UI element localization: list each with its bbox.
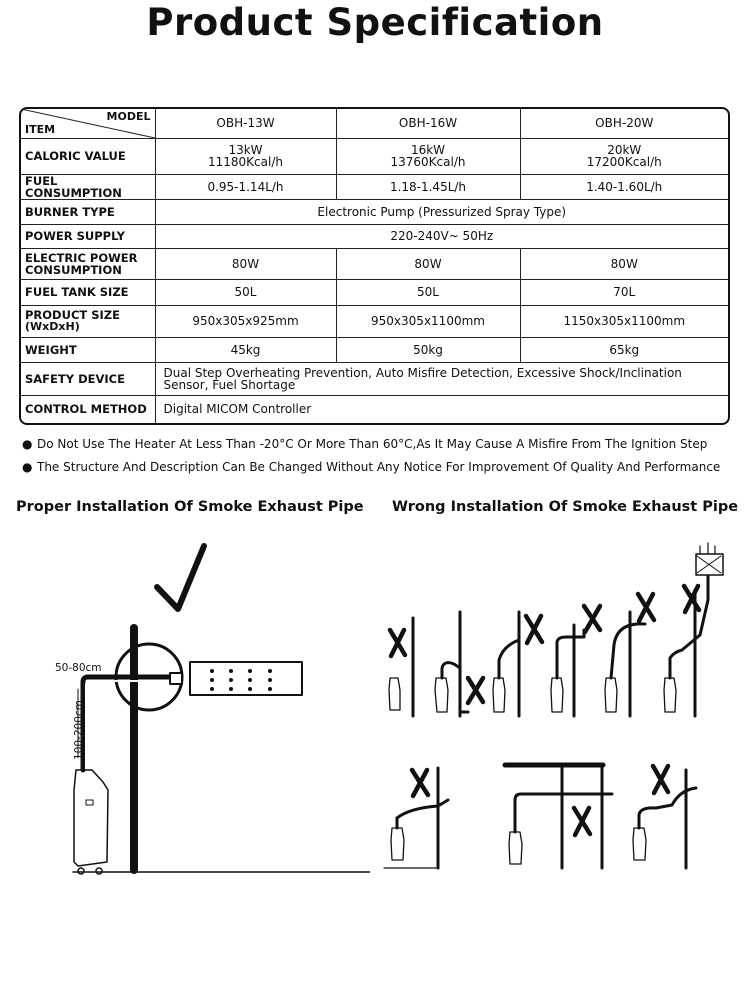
wrong-installation-title: Wrong Installation Of Smoke Exhaust Pipe — [392, 499, 739, 515]
spec-table — [19, 107, 730, 425]
proper-installation-diagram — [0, 530, 370, 880]
pipe-cap — [190, 662, 302, 695]
label-line: (WxDxH) — [25, 320, 80, 333]
wrong-installation-diagram — [370, 530, 750, 880]
row-label: FUEL TANK SIZE — [21, 279, 155, 305]
model-header: MODEL — [106, 110, 151, 123]
exhaust-pipe — [83, 677, 172, 770]
table-row — [21, 279, 728, 305]
model-name: OBH-13W — [155, 109, 336, 138]
table-cell — [336, 138, 520, 174]
table-row — [21, 305, 728, 337]
table-row — [21, 395, 728, 423]
row-label — [21, 248, 155, 279]
table-cell: 1.40-1.60L/h — [520, 174, 728, 199]
table-cell: 65kg — [520, 337, 728, 362]
table-row — [21, 248, 728, 279]
table-cell: 80W — [155, 248, 336, 279]
bullet-icon: ● — [22, 460, 33, 474]
table-row — [21, 337, 728, 362]
check-mark-icon — [157, 546, 204, 609]
table-cell: Electronic Pump (Pressurized Spray Type) — [155, 199, 728, 224]
bullet-icon: ● — [22, 437, 33, 451]
table-cell: 80W — [520, 248, 728, 279]
label-line: CONSUMPTION — [25, 262, 122, 277]
row-label: CONTROL METHOD — [21, 395, 155, 423]
vertical-dimension-label: 100-200cm — [73, 700, 85, 760]
cell-line: 20kW — [607, 143, 642, 157]
table-cell: 950x305x1100mm — [336, 305, 520, 337]
table-cell: 0.95-1.14L/h — [155, 174, 336, 199]
row-label: CALORIC VALUE — [21, 138, 155, 174]
table-cell: 50L — [336, 279, 520, 305]
note-text: Do Not Use The Heater At Less Than -20°C Or More Than 60°C,As It May Cause A Misfire From The Ignition Step — [37, 437, 708, 451]
note-text: The Structure And Description Can Be Changed Without Any Notice For Improvement Of Quality And Performance — [37, 460, 721, 474]
table-header-row — [21, 109, 728, 138]
table-cell — [520, 138, 728, 174]
label-line: PRODUCT SIZE — [25, 308, 120, 322]
model-name: OBH-20W — [520, 109, 728, 138]
table-cell: 80W — [336, 248, 520, 279]
note-item — [22, 459, 750, 482]
table-cell: 70L — [520, 279, 728, 305]
table-cell: 950x305x925mm — [155, 305, 336, 337]
cell-line: 16kW — [410, 143, 446, 157]
cell-line: Dual Step Overheating Prevention, Auto Misfire Detection, Excessive Shock/Inclination — [163, 365, 682, 380]
table-row — [21, 174, 728, 199]
row-label: WEIGHT — [21, 337, 155, 362]
row-label: POWER SUPPLY — [21, 224, 155, 248]
table-cell: 1.18-1.45L/h — [336, 174, 520, 199]
table-row — [21, 362, 728, 395]
label-line: ELECTRIC POWER — [25, 250, 138, 265]
row-label: SAFETY DEVICE — [21, 362, 155, 395]
table-row — [21, 199, 728, 224]
table-row — [21, 224, 728, 248]
proper-installation-title: Proper Installation Of Smoke Exhaust Pipe — [16, 499, 364, 515]
table-row — [21, 138, 728, 174]
cell-line: 11180Kcal/h — [208, 155, 283, 169]
table-cell: 50L — [155, 279, 336, 305]
table-cell — [155, 362, 728, 395]
model-name: OBH-16W — [336, 109, 520, 138]
page-title: Product Specification — [146, 1, 604, 44]
notes-list — [22, 436, 750, 482]
horizontal-dimension-label: 50-80cm — [55, 662, 102, 674]
table-cell: 1150x305x1100mm — [520, 305, 728, 337]
table-cell: 50kg — [336, 337, 520, 362]
cell-line: 17200Kcal/h — [586, 155, 662, 169]
note-item — [22, 436, 750, 459]
table-cell — [155, 138, 336, 174]
table-cell: 220-240V~ 50Hz — [155, 224, 728, 248]
heater-body — [74, 770, 108, 866]
item-header: ITEM — [25, 122, 56, 136]
cell-line: Sensor, Fuel Shortage — [163, 377, 296, 392]
row-label — [21, 305, 155, 337]
row-label: FUEL CONSUMPTION — [21, 174, 155, 199]
cell-line: 13kW — [228, 143, 263, 157]
row-label: BURNER TYPE — [21, 199, 155, 224]
table-cell: Digital MICOM Controller — [155, 395, 728, 423]
header-corner-cell — [21, 109, 155, 138]
cell-line: 13760Kcal/h — [390, 155, 466, 169]
table-cell: 45kg — [155, 337, 336, 362]
